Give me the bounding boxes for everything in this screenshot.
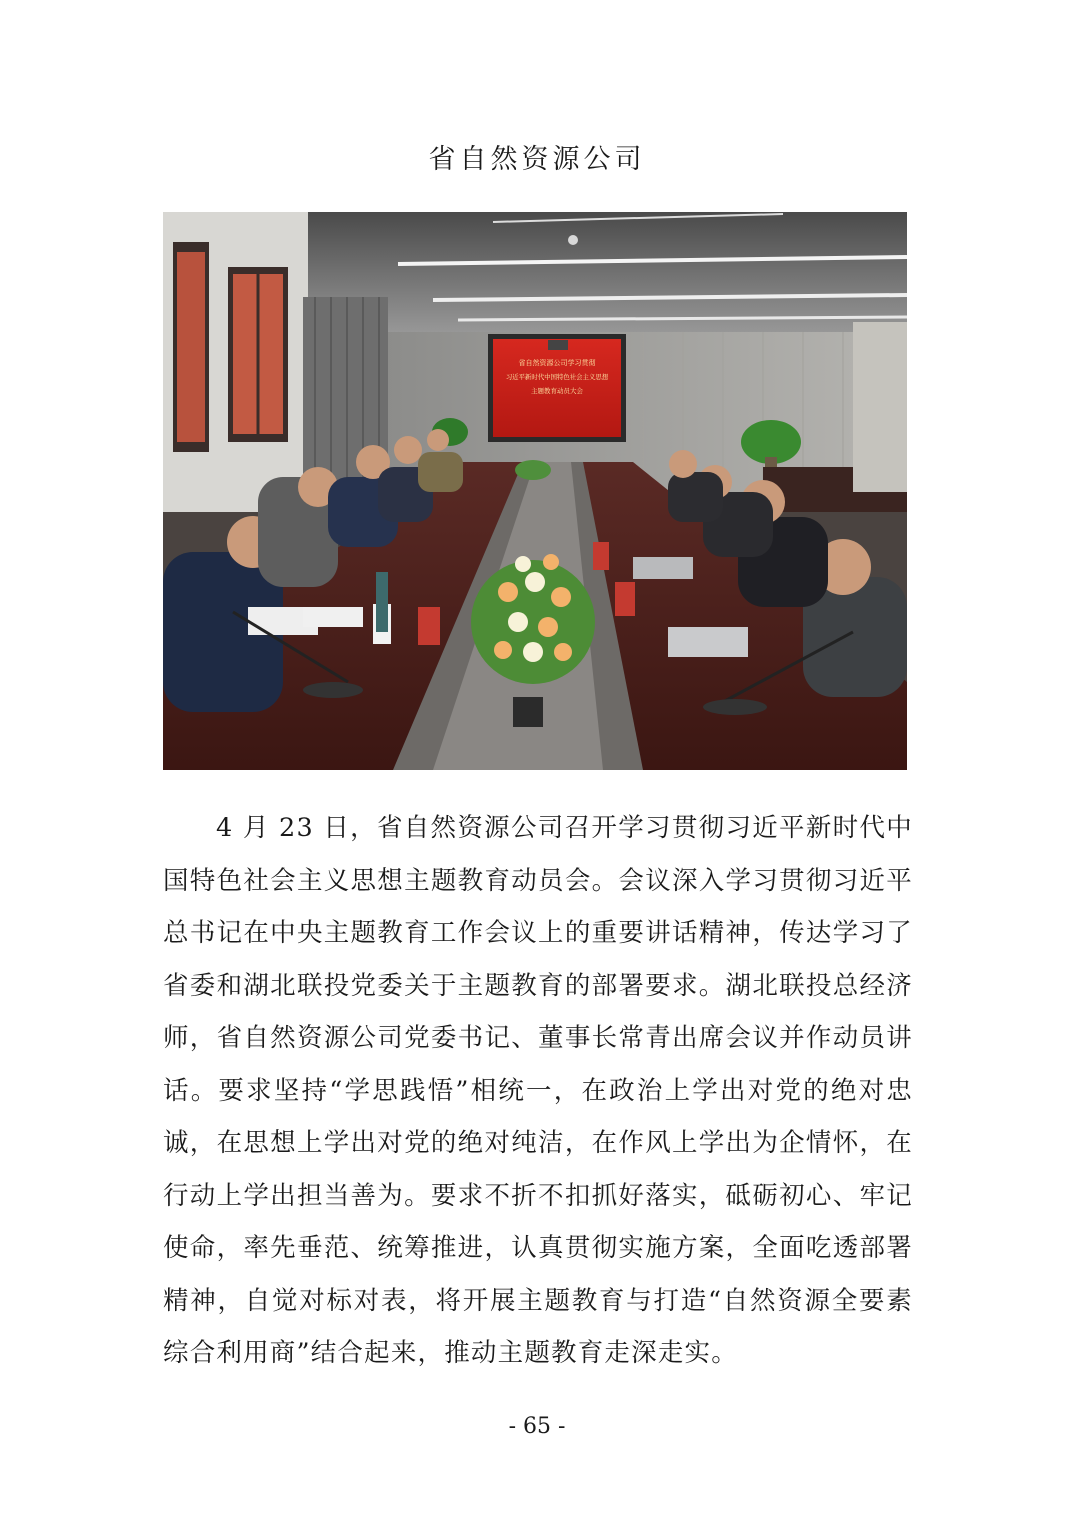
- meeting-photo: [163, 212, 907, 770]
- page-title: 省自然资源公司: [428, 144, 646, 175]
- page-number: - 65 -: [508, 1414, 566, 1439]
- screen-line-1: 省自然资源公司学习贯彻: [518, 359, 596, 367]
- screen-line-3: 主题教育动员大会: [531, 387, 583, 395]
- article-paragraph: 4 月 23 日，省自然资源公司召开学习贯彻习近平新时代中国特色社会主义思想主题教育动员会。会议深入学习贯彻习近平总书记在中央主题教育工作会议上的重要讲话精神，传达学习了省委和湖北联投党委关于主题教育的部署要求。湖北联投总经济师，省自然资源公司党委书记、董事长常青出席会议并作动员讲话。要求坚持“学思践悟”相统一，在政治上学出对党的绝对忠诚，在思想上学出对党的绝对纯洁，在作风上学出为企情怀，在行动上学出担当善为。要求不折不扣抓好落实，砥砺初心、牢记使命，率先垂范、统筹推进，认真贯彻实施方案，全面吃透部署精神，自觉对标对表，将开展主题教育与打造“自然资源全要素综合利用商”结合起来，推动主题教育走深走实。: [163, 813, 913, 1368]
- screen-line-2: 习近平新时代中国特色社会主义思想: [505, 373, 609, 381]
